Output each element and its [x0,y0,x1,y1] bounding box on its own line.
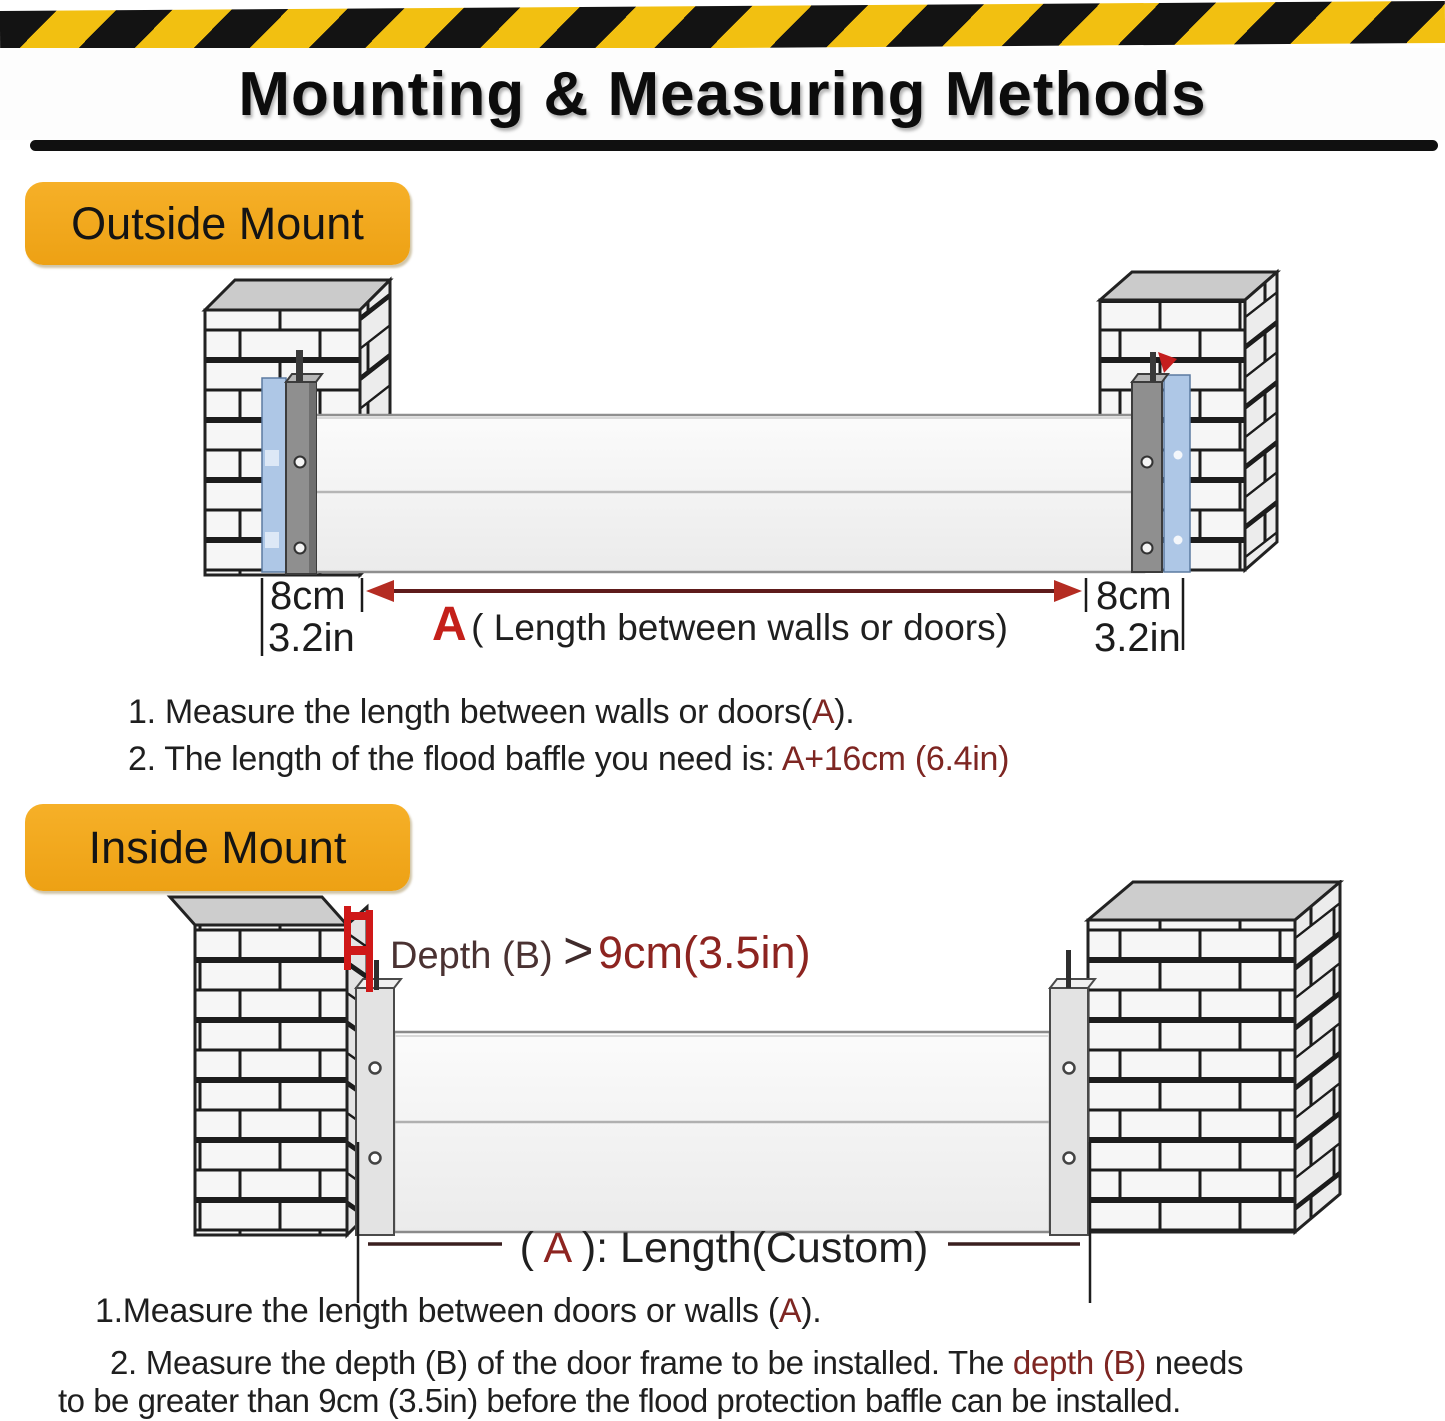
right-offset-cm: 8cm [1096,574,1172,618]
inside-step-1: 1.Measure the length between doors or walls (A). [95,1292,822,1330]
span-length-label: A ( Length between walls or doors) [432,598,1008,651]
right-brick-pillar [1088,882,1340,1232]
title-bar [0,48,1445,140]
right-door-frame-channel [1050,950,1095,1235]
left-door-frame-channel [356,960,401,1235]
flood-barrier-panel [286,415,1144,572]
outside-step-2: 2. The length of the flood baffle you need is: A+16cm (6.4in) [128,740,1010,778]
inside-step-2-line-1: 2. Measure the depth (B) of the door frame to be installed. The depth (B) needs [110,1344,1244,1381]
hazard-stripe-banner [0,1,1445,53]
outside-mount-badge-label: Outside Mount [71,197,364,249]
left-anchor-pin [296,350,303,383]
inside-mount-diagram [0,880,1445,1305]
depth-label: Depth (B) > 9cm(3.5in) [390,922,811,980]
outside-mount-badge [25,182,410,265]
left-brick-pillar [170,897,367,1235]
title-divider [30,140,1438,151]
length-custom-label: ( A ): Length(Custom) [519,1224,929,1272]
right-offset-inch: 3.2in [1094,616,1181,660]
page-title: Mounting & Measuring Methods [238,59,1207,129]
inside-step-2-line-2: to be greater than 9cm (3.5in) before the flood protection baffle can be installed. [58,1382,1181,1419]
left-offset-cm: 8cm [270,574,346,618]
right-anchor-pin [1066,950,1071,988]
inside-mount-badge [25,804,410,891]
outside-step-1: 1. Measure the length between walls or doors(A). [128,693,855,731]
inside-mount-badge-label: Inside Mount [88,821,347,873]
left-mounting-channel [262,350,322,574]
right-mounting-channel [1132,352,1190,572]
right-anchor-pin [1150,352,1156,382]
span-arrow [366,580,1082,602]
left-offset-inch: 3.2in [268,616,355,660]
left-anchor-pin [374,960,379,990]
flood-barrier-panel [394,1032,1050,1232]
outside-mount-diagram [0,260,1445,695]
